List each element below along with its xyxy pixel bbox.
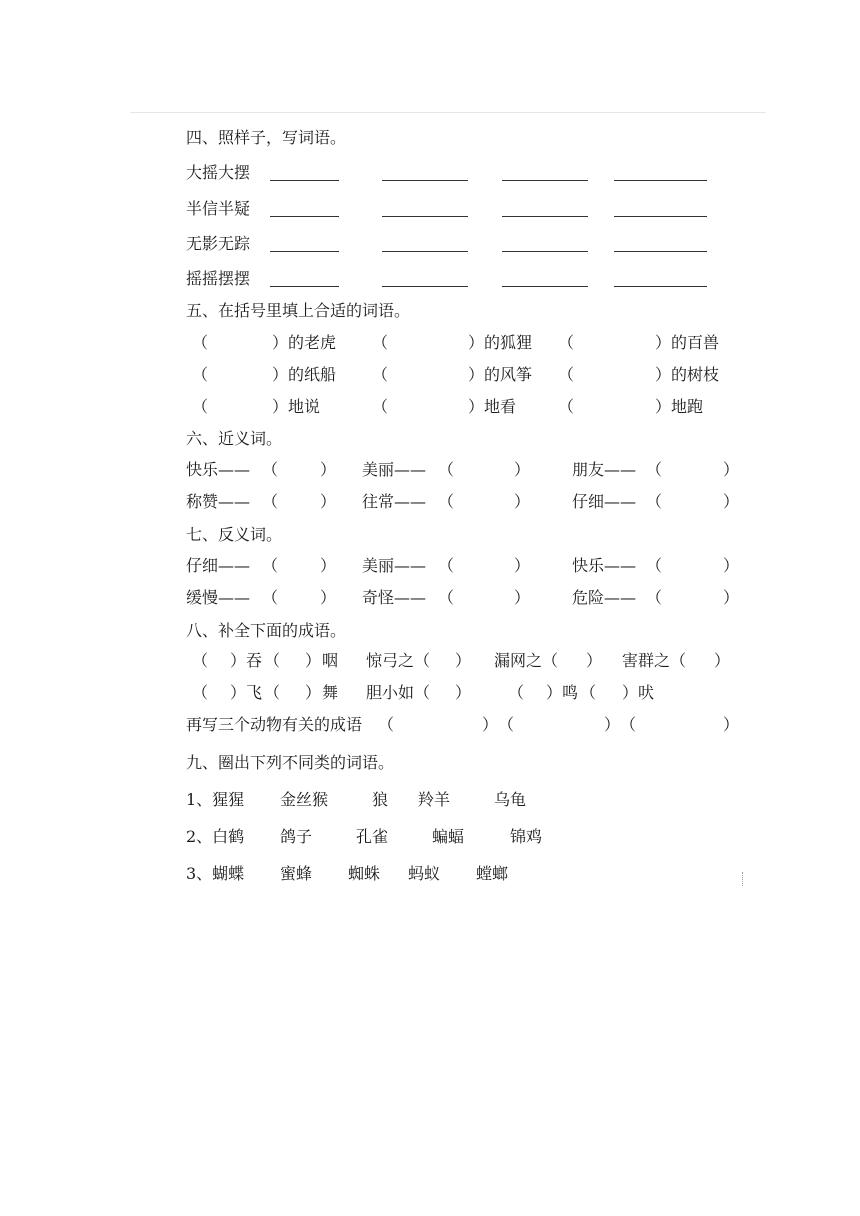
group-number-word[interactable]: 3、蝴蝶 bbox=[186, 864, 245, 883]
left-paren: （ bbox=[508, 683, 525, 702]
right-paren: ） bbox=[272, 397, 289, 416]
dash: —— bbox=[604, 492, 636, 511]
sample-word: 无影无踪 bbox=[186, 234, 251, 253]
idiom-char: 舞 bbox=[322, 683, 339, 702]
phrase-suffix: 地看 bbox=[484, 397, 517, 416]
right-paren: ） bbox=[468, 365, 485, 384]
right-paren: ） bbox=[230, 651, 247, 670]
left-paren: （ bbox=[558, 365, 575, 384]
left-paren: （ bbox=[438, 460, 455, 479]
page-top-rule bbox=[130, 112, 766, 113]
dash: —— bbox=[394, 588, 426, 607]
left-paren: （ bbox=[192, 651, 209, 670]
dash: —— bbox=[218, 556, 250, 575]
answer-blank-line[interactable] bbox=[270, 286, 339, 287]
right-paren: ） bbox=[714, 651, 731, 670]
sample-word: 大摇大摆 bbox=[186, 163, 251, 182]
phrase-suffix: 的风筝 bbox=[484, 365, 533, 384]
dash: —— bbox=[218, 588, 250, 607]
idiom-char: 咽 bbox=[322, 651, 339, 670]
answer-blank-line[interactable] bbox=[382, 251, 468, 252]
right-paren: ） bbox=[272, 365, 289, 384]
left-paren: （ bbox=[414, 651, 431, 670]
idiom-char: 吞 bbox=[246, 651, 263, 670]
left-paren: （ bbox=[670, 651, 687, 670]
circle-option-word[interactable]: 金丝猴 bbox=[280, 790, 329, 809]
circle-option-word[interactable]: 螳螂 bbox=[476, 864, 509, 883]
word: 称赞 bbox=[186, 492, 219, 511]
word: 仔细 bbox=[572, 492, 605, 511]
word: 快乐 bbox=[186, 460, 219, 479]
idiom-char: 飞 bbox=[246, 683, 263, 702]
word: 危险 bbox=[572, 588, 605, 607]
right-paren: ） bbox=[514, 460, 531, 479]
right-paren: ） bbox=[655, 365, 672, 384]
answer-blank-line[interactable] bbox=[614, 286, 707, 287]
idiom-part: 胆小如 bbox=[366, 683, 415, 702]
phrase-suffix: 的纸船 bbox=[288, 365, 337, 384]
circle-option-word[interactable]: 狼 bbox=[372, 790, 389, 809]
left-paren: （ bbox=[646, 588, 663, 607]
answer-blank-line[interactable] bbox=[614, 180, 707, 181]
phrase-suffix: 的狐狸 bbox=[484, 333, 533, 352]
idiom-char: 鸣 bbox=[562, 683, 579, 702]
right-paren: ） bbox=[230, 683, 247, 702]
dash: —— bbox=[394, 556, 426, 575]
right-paren: ） bbox=[723, 556, 740, 575]
left-paren: （ bbox=[646, 492, 663, 511]
circle-option-word[interactable]: 锦鸡 bbox=[510, 827, 543, 846]
dash: —— bbox=[394, 460, 426, 479]
section-5-title: 五、在括号里填上合适的词语。 bbox=[186, 301, 411, 320]
word: 快乐 bbox=[572, 556, 605, 575]
answer-blank-line[interactable] bbox=[382, 180, 468, 181]
word: 往常 bbox=[362, 492, 395, 511]
left-paren: （ bbox=[262, 492, 279, 511]
answer-blank-line[interactable] bbox=[614, 251, 707, 252]
word: 朋友 bbox=[572, 460, 605, 479]
left-paren: （ bbox=[620, 715, 637, 734]
dash: —— bbox=[394, 492, 426, 511]
word: 奇怪 bbox=[362, 588, 395, 607]
circle-option-word[interactable]: 蜘蛛 bbox=[348, 864, 381, 883]
left-paren: （ bbox=[438, 492, 455, 511]
phrase-suffix: 的百兽 bbox=[671, 333, 720, 352]
left-paren: （ bbox=[372, 333, 389, 352]
section-7-title: 七、反义词。 bbox=[186, 525, 283, 544]
right-paren: ） bbox=[723, 460, 740, 479]
circle-option-word[interactable]: 乌龟 bbox=[494, 790, 527, 809]
right-paren: ） bbox=[468, 397, 485, 416]
group-number-word[interactable]: 1、猩猩 bbox=[186, 790, 245, 809]
left-paren: （ bbox=[192, 333, 209, 352]
answer-blank-line[interactable] bbox=[382, 216, 468, 217]
right-paren: ） bbox=[305, 651, 322, 670]
sample-word: 摇摇摆摆 bbox=[186, 269, 251, 288]
word: 美丽 bbox=[362, 460, 395, 479]
right-paren: ） bbox=[546, 683, 563, 702]
word: 仔细 bbox=[186, 556, 219, 575]
right-paren: ） bbox=[514, 588, 531, 607]
right-paren: ） bbox=[272, 333, 289, 352]
dash: —— bbox=[604, 556, 636, 575]
answer-blank-line[interactable] bbox=[502, 286, 588, 287]
right-paren: ） bbox=[468, 333, 485, 352]
answer-blank-line[interactable] bbox=[502, 216, 588, 217]
right-paren: ） bbox=[514, 556, 531, 575]
right-paren: ） bbox=[622, 683, 639, 702]
idiom-part: 惊弓之 bbox=[366, 651, 415, 670]
phrase-suffix: 地说 bbox=[288, 397, 321, 416]
section-8-title: 八、补全下面的成语。 bbox=[186, 621, 347, 640]
phrase-suffix: 的老虎 bbox=[288, 333, 337, 352]
answer-blank-line[interactable] bbox=[382, 286, 468, 287]
right-paren: ） bbox=[320, 460, 337, 479]
left-paren: （ bbox=[438, 556, 455, 575]
right-paren: ） bbox=[655, 333, 672, 352]
left-paren: （ bbox=[264, 651, 281, 670]
left-paren: （ bbox=[372, 365, 389, 384]
right-paren: ） bbox=[723, 715, 740, 734]
group-number-word[interactable]: 2、白鹤 bbox=[186, 827, 245, 846]
circle-option-word[interactable]: 蝙蝠 bbox=[432, 827, 465, 846]
section-9-title: 九、圈出下列不同类的词语。 bbox=[186, 753, 395, 772]
right-paren: ） bbox=[586, 651, 603, 670]
right-paren: ） bbox=[320, 588, 337, 607]
dash: —— bbox=[218, 460, 250, 479]
right-paren: ） bbox=[482, 715, 499, 734]
left-paren: （ bbox=[372, 397, 389, 416]
idiom-part: 害群之 bbox=[622, 651, 671, 670]
right-paren: ） bbox=[604, 715, 621, 734]
right-paren: ） bbox=[655, 397, 672, 416]
left-paren: （ bbox=[192, 683, 209, 702]
section-6-title: 六、近义词。 bbox=[186, 429, 283, 448]
right-paren: ） bbox=[723, 588, 740, 607]
right-paren: ） bbox=[320, 492, 337, 511]
dash: —— bbox=[218, 492, 250, 511]
right-paren: ） bbox=[723, 492, 740, 511]
left-paren: （ bbox=[414, 683, 431, 702]
left-paren: （ bbox=[646, 556, 663, 575]
circle-option-word[interactable]: 蚂蚁 bbox=[408, 864, 441, 883]
left-paren: （ bbox=[580, 683, 597, 702]
answer-blank-line[interactable] bbox=[270, 180, 339, 181]
circle-option-word[interactable]: 蜜蜂 bbox=[280, 864, 313, 883]
answer-blank-line[interactable] bbox=[614, 216, 707, 217]
answer-blank-line[interactable] bbox=[502, 251, 588, 252]
left-paren: （ bbox=[262, 588, 279, 607]
left-paren: （ bbox=[262, 556, 279, 575]
dash: —— bbox=[604, 460, 636, 479]
left-paren: （ bbox=[192, 365, 209, 384]
section-4-title: 四、照样子，写词语。 bbox=[186, 128, 347, 147]
idiom-part: 漏网之 bbox=[494, 651, 543, 670]
phrase-suffix: 地跑 bbox=[671, 397, 704, 416]
answer-blank-line[interactable] bbox=[270, 251, 339, 252]
left-paren: （ bbox=[262, 460, 279, 479]
left-paren: （ bbox=[542, 651, 559, 670]
left-paren: （ bbox=[264, 683, 281, 702]
right-paren: ） bbox=[305, 683, 322, 702]
answer-blank-line[interactable] bbox=[502, 180, 588, 181]
answer-blank-line[interactable] bbox=[270, 216, 339, 217]
left-paren: （ bbox=[558, 333, 575, 352]
sample-word: 半信半疑 bbox=[186, 199, 251, 218]
extra-idioms-prompt: 再写三个动物有关的成语 bbox=[186, 715, 363, 734]
left-paren: （ bbox=[558, 397, 575, 416]
circle-option-word[interactable]: 鸽子 bbox=[280, 827, 313, 846]
idiom-char: 吠 bbox=[638, 683, 655, 702]
right-paren: ） bbox=[455, 651, 472, 670]
left-paren: （ bbox=[498, 715, 515, 734]
right-paren: ） bbox=[320, 556, 337, 575]
circle-option-word[interactable]: 孔雀 bbox=[356, 827, 389, 846]
right-paren: ） bbox=[514, 492, 531, 511]
phrase-suffix: 的树枝 bbox=[671, 365, 720, 384]
dash: —— bbox=[604, 588, 636, 607]
left-paren: （ bbox=[438, 588, 455, 607]
left-paren: （ bbox=[646, 460, 663, 479]
circle-option-word[interactable]: 羚羊 bbox=[418, 790, 451, 809]
left-paren: （ bbox=[192, 397, 209, 416]
edge-mark bbox=[742, 872, 744, 886]
right-paren: ） bbox=[455, 683, 472, 702]
left-paren: （ bbox=[378, 715, 395, 734]
word: 美丽 bbox=[362, 556, 395, 575]
word: 缓慢 bbox=[186, 588, 219, 607]
